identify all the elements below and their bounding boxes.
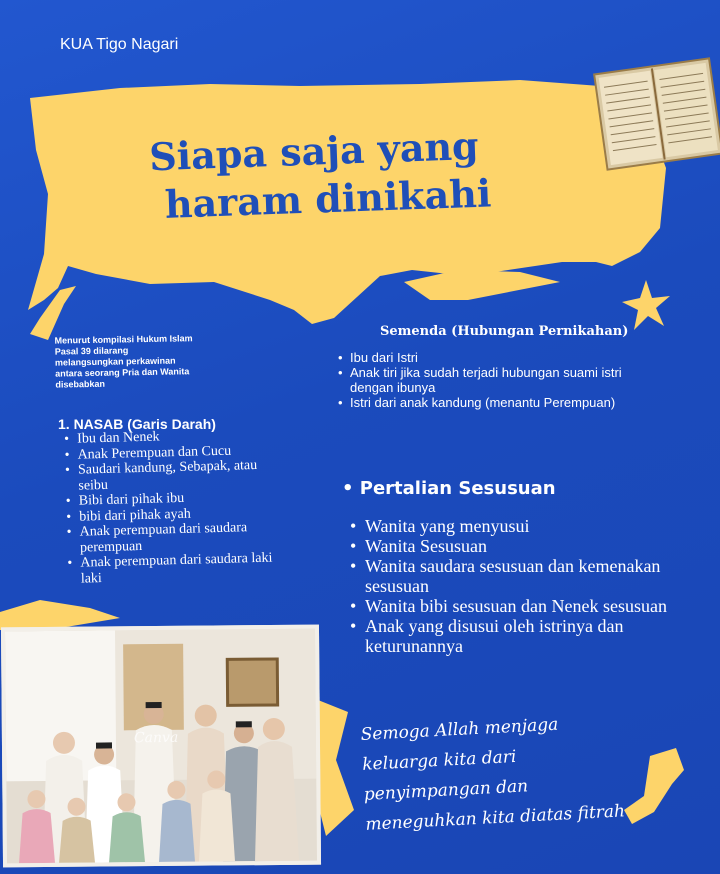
poster-title (148, 119, 571, 230)
sesusuan-heading: • Pertalian Sesusuan (342, 478, 556, 499)
closing-line: keluarga kita dari (361, 746, 517, 775)
family-photo-illustration (5, 629, 317, 864)
paper-scrap-photo-top (0, 600, 120, 630)
nasab-list (64, 427, 278, 587)
list-item: • Ibu dan Nenek (64, 427, 274, 448)
intro-line: disebabkan (55, 378, 106, 390)
list-item: • Ibu dari Istri (338, 350, 658, 365)
title-line-1: Siapa saja yang (148, 122, 480, 180)
semenda-list (338, 350, 658, 410)
sesusuan-list (350, 516, 710, 656)
list-item: • Saudari kandung, Sebapak, atau seibu (65, 457, 276, 493)
intro-line: antara seorang Pria dan Wanita (55, 366, 190, 379)
star-icon (622, 280, 670, 330)
family-photo (1, 625, 321, 868)
brand-name: KUA Tigo Nagari (60, 36, 179, 53)
closing-prayer (360, 703, 696, 840)
list-item: • bibi dari pihak ayah (66, 504, 276, 525)
list-item: • Anak tiri jika sudah terjadi hubungan suami istri dengan ibunya (338, 365, 658, 395)
list-item: • Wanita saudara sesusuan dan kemenakan sesusuan (350, 556, 710, 596)
intro-line: melangsungkan perkawinan (54, 355, 176, 368)
list-item: • Wanita yang menyusui (350, 516, 710, 536)
list-item: • Anak perempuan dari saudara perempuan (66, 519, 277, 555)
paper-scrap-right (404, 270, 560, 300)
closing-line: Semoga Allah menjaga (360, 714, 559, 745)
list-item: • Istri dari anak kandung (menantu Perempuan) (338, 395, 658, 410)
list-item: • Wanita bibi sesusuan dan Nenek sesusuan (350, 596, 710, 616)
open-book-image (588, 44, 720, 180)
intro-text (55, 332, 241, 390)
list-item: • Bibi dari pihak ibu (66, 488, 276, 509)
title-line-2: haram dinikahi (164, 170, 492, 227)
canva-watermark: Canva (133, 729, 179, 747)
list-item: • Wanita Sesusuan (350, 536, 710, 556)
intro-line: Menurut kompilasi Hukum Islam (54, 333, 193, 346)
closing-line: meneguhkan kita diatas fitrah (364, 801, 626, 835)
list-item: • Anak yang disusui oleh istrinya dan keturunannya (350, 616, 710, 656)
list-item: • Anak perempuan dari saudara laki laki (67, 550, 278, 586)
intro-line: Pasal 39 dilarang (54, 345, 129, 357)
nasab-heading: 1. NASAB (Garis Darah) (58, 416, 216, 432)
list-item: • Anak Perempuan dan Cucu (64, 442, 274, 463)
closing-line: penyimpangan dan (363, 776, 529, 805)
semenda-heading: Semenda (Hubungan Pernikahan) (380, 324, 629, 339)
